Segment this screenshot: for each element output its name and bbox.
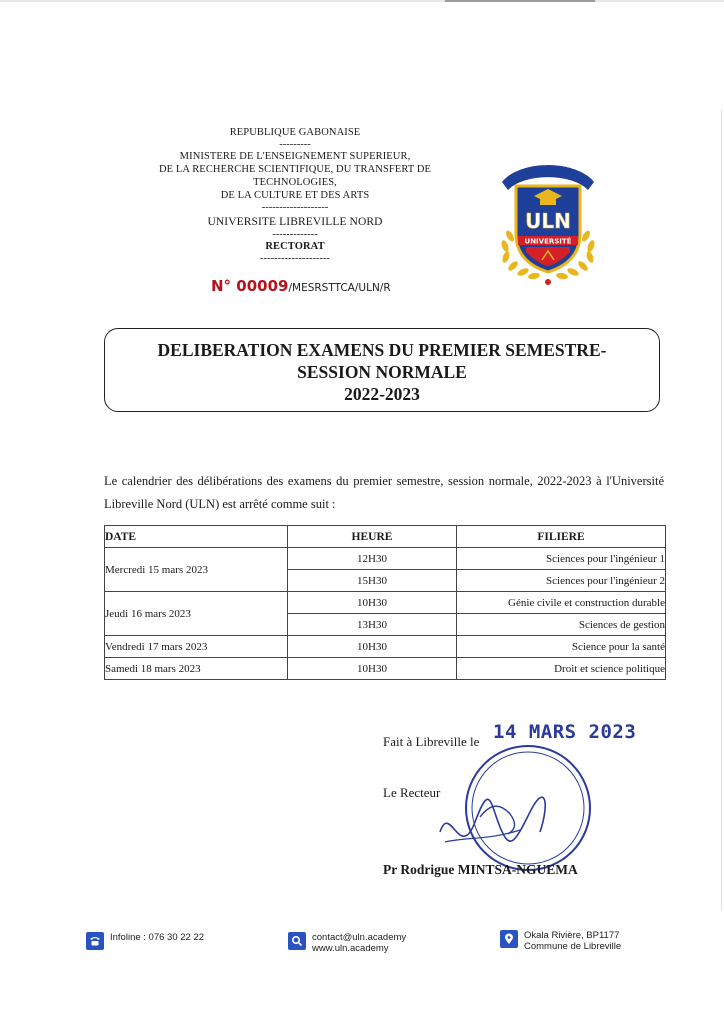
recteur-label: Le Recteur <box>383 785 441 800</box>
separator: ------------------- <box>261 202 329 213</box>
contact-email[interactable]: contact@uln.academy <box>312 932 407 943</box>
title-line-2: SESSION NORMALE <box>297 362 467 382</box>
heure-cell: 10H30 <box>288 658 457 680</box>
separator: ------------- <box>272 229 318 240</box>
letterhead <box>120 126 470 264</box>
footer <box>0 928 724 968</box>
document-number: N° 00009 <box>211 277 289 295</box>
contact-website[interactable]: www.uln.academy <box>312 943 389 954</box>
location-pin-icon <box>500 930 518 948</box>
place-label: Fait à Libreville le <box>383 734 480 749</box>
rectorat-label: RECTORAT <box>265 241 325 252</box>
footer-phone <box>86 932 204 950</box>
date-cell: Samedi 18 mars 2023 <box>105 658 288 680</box>
university-logo <box>488 152 608 287</box>
heure-cell: 10H30 <box>288 636 457 658</box>
reference-number <box>211 276 391 295</box>
logo-initials: ULN <box>525 209 571 233</box>
university-name: UNIVERSITE LIBREVILLE NORD <box>207 216 383 228</box>
page-edge <box>721 110 722 910</box>
separator: -------------------- <box>260 253 330 264</box>
table-row <box>105 592 666 614</box>
date-cell: Mercredi 15 mars 2023 <box>105 548 288 592</box>
logo-banner: UNIVERSITÉ <box>524 237 572 246</box>
heure-cell: 15H30 <box>288 570 457 592</box>
ministry-line-2: DE LA RECHERCHE SCIENTIFIQUE, DU TRANSFERT DE TECHNOLOGIES, <box>158 164 432 188</box>
address-line-1: Okala Rivière, BP1177 <box>524 930 620 941</box>
separator: --------- <box>279 139 311 150</box>
intro-paragraph: Le calendrier des délibérations des examens du premier semestre, session normale, 2022-2023 à l'Université Libreville Nord (ULN) est arrêté comme suit : <box>104 474 664 511</box>
filiere-cell: Sciences de gestion <box>457 614 666 636</box>
title-line-3: 2022-2023 <box>344 384 420 404</box>
heure-cell: 13H30 <box>288 614 457 636</box>
top-border-accent <box>445 0 595 2</box>
filiere-cell: Sciences pour l'ingénieur 2 <box>457 570 666 592</box>
heure-cell: 10H30 <box>288 592 457 614</box>
phone-text: Infoline : 076 30 22 22 <box>110 932 205 943</box>
filiere-cell: Droit et science politique <box>457 658 666 680</box>
date-cell: Vendredi 17 mars 2023 <box>105 636 288 658</box>
document-reference: /MESRSTTCA/ULN/R <box>288 282 391 294</box>
footer-contact <box>288 932 406 954</box>
filiere-cell: Sciences pour l'ingénieur 1 <box>457 548 666 570</box>
recteur-name: Pr Rodrigue MINTSA-NGUEMA <box>383 862 578 877</box>
header-heure: HEURE <box>288 526 457 548</box>
phone-icon <box>86 932 104 950</box>
footer-address <box>500 930 621 952</box>
table-header-row <box>105 526 666 548</box>
logo-arc-text: LIBREVILLE NORD <box>503 157 593 179</box>
title-line-1: DELIBERATION EXAMENS DU PREMIER SEMESTRE- <box>157 340 607 360</box>
ministry-line-3: DE LA CULTURE ET DES ARTS <box>220 190 370 201</box>
filiere-cell: Génie civile et construction durable <box>457 592 666 614</box>
date-cell: Jeudi 16 mars 2023 <box>105 592 288 636</box>
header-date: DATE <box>105 526 288 548</box>
official-stamp-icon <box>420 742 600 882</box>
address-line-2: Commune de Libreville <box>524 941 622 952</box>
table-row <box>105 636 666 658</box>
republic-line: REPUBLIQUE GABONAISE <box>229 127 361 138</box>
filiere-cell: Science pour la santé <box>457 636 666 658</box>
schedule-table <box>104 525 666 680</box>
top-border <box>0 0 724 2</box>
ministry-line-1: MINISTERE DE L'ENSEIGNEMENT SUPERIEUR, <box>179 151 411 162</box>
search-icon <box>288 932 306 950</box>
header-filiere: FILIERE <box>457 526 666 548</box>
table-row <box>105 658 666 680</box>
date-stamp: 14 MARS 2023 <box>493 721 637 743</box>
heure-cell: 12H30 <box>288 548 457 570</box>
table-row <box>105 548 666 570</box>
document-title-box <box>104 328 660 412</box>
